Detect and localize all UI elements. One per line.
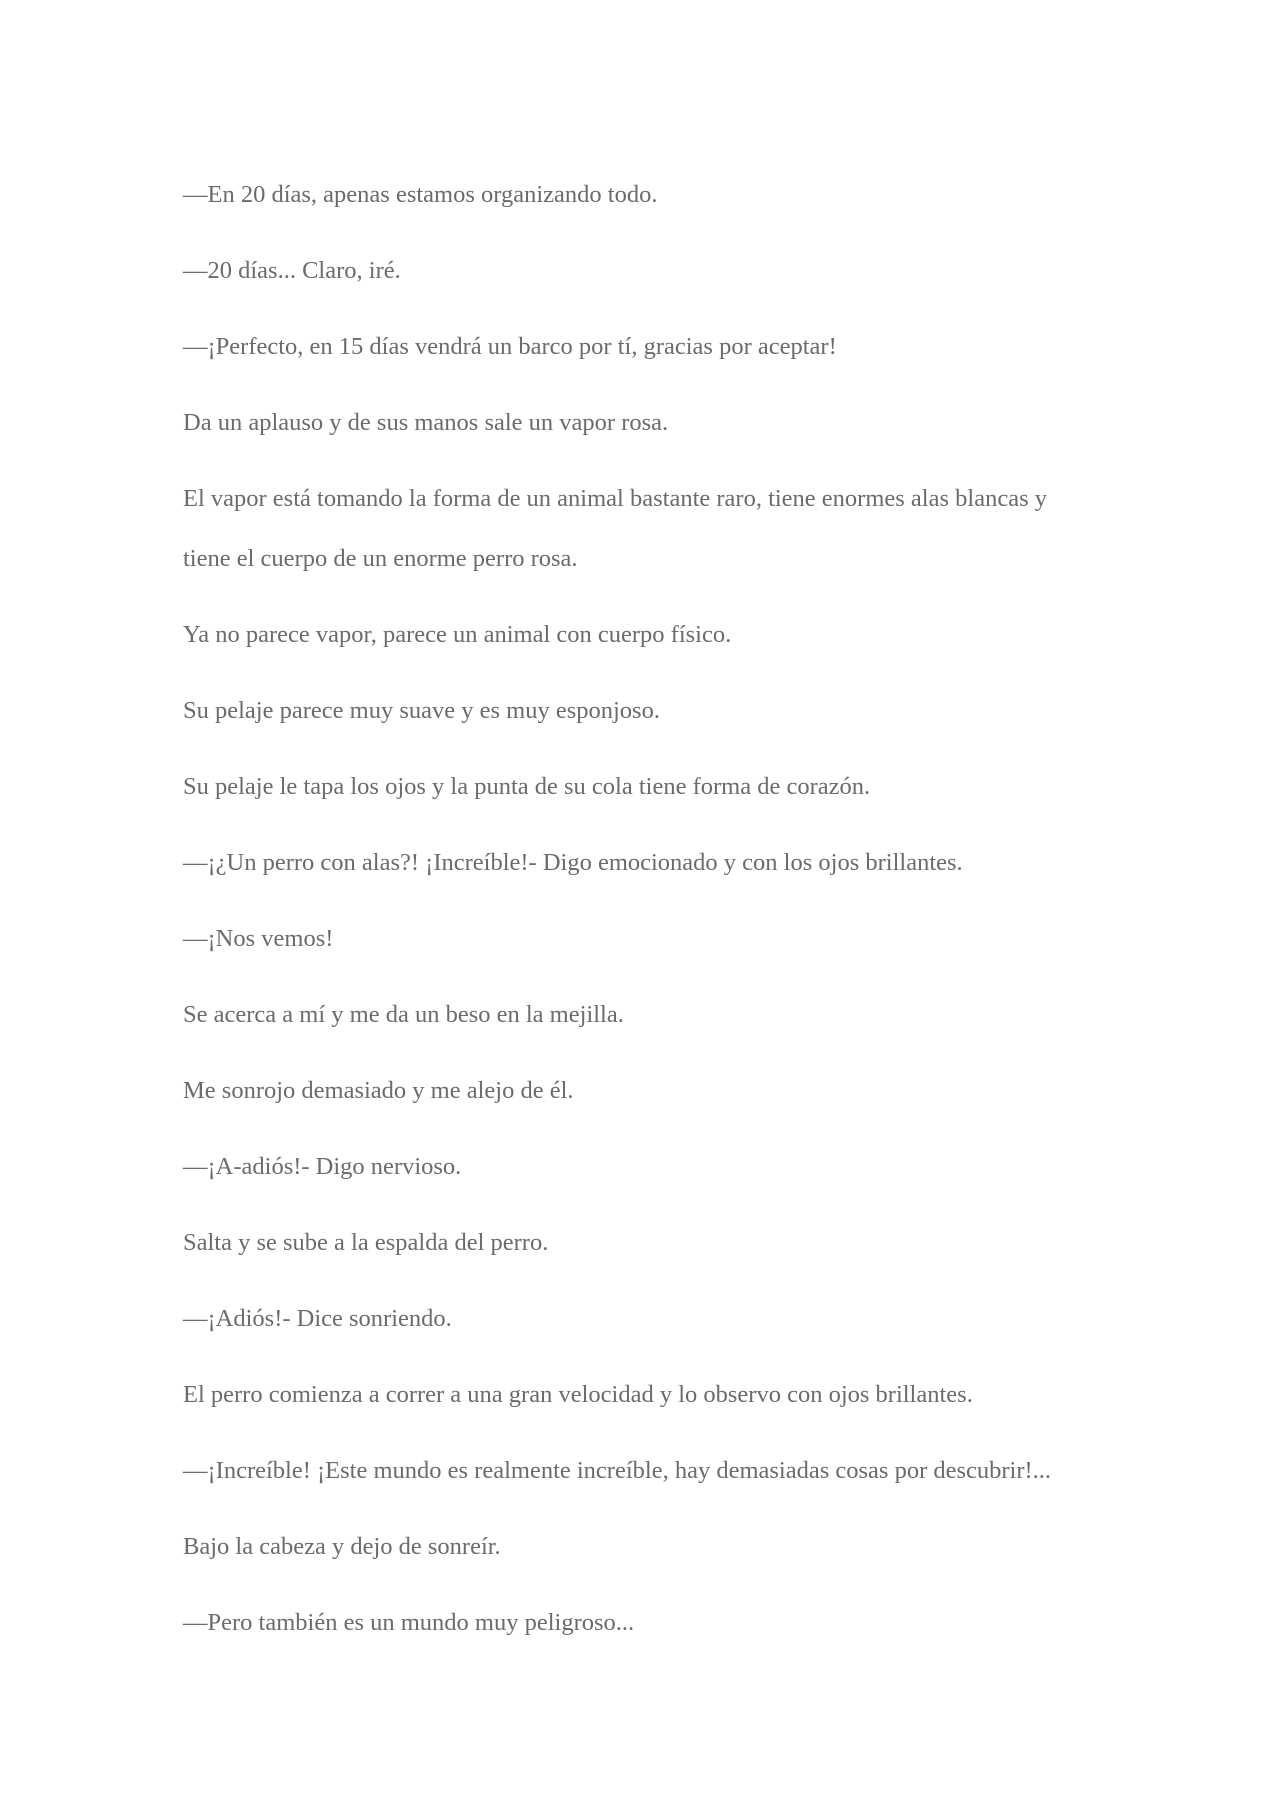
paragraph: —20 días... Claro, iré. — [183, 257, 401, 284]
paragraph-line: El vapor está tomando la forma de un animal bastante raro, tiene enormes alas blancas y — [183, 485, 1047, 512]
paragraph: —¡Nos vemos! — [183, 925, 334, 952]
paragraph: —¡Adiós!- Dice sonriendo. — [183, 1305, 452, 1332]
paragraph: —¡Increíble! ¡Este mundo es realmente increíble, hay demasiadas cosas por descubrir!... — [183, 1457, 1052, 1484]
story-text — [183, 180, 1183, 1684]
paragraph: Se acerca a mí y me da un beso en la mejilla. — [183, 1001, 624, 1028]
paragraph: —En 20 días, apenas estamos organizando todo. — [183, 181, 658, 208]
paragraph: —¡Perfecto, en 15 días vendrá un barco por tí, gracias por aceptar! — [183, 333, 837, 360]
paragraph: —Pero también es un mundo muy peligroso... — [183, 1609, 635, 1636]
paragraph: —¡¿Un perro con alas?! ¡Increíble!- Digo emocionado y con los ojos brillantes. — [183, 849, 963, 876]
paragraph: El perro comienza a correr a una gran velocidad y lo observo con ojos brillantes. — [183, 1381, 973, 1408]
paragraph: Da un aplauso y de sus manos sale un vapor rosa. — [183, 409, 669, 436]
paragraph: Ya no parece vapor, parece un animal con cuerpo físico. — [183, 621, 732, 648]
paragraph: —¡A-adiós!- Digo nervioso. — [183, 1153, 462, 1180]
paragraph: Me sonrojo demasiado y me alejo de él. — [183, 1077, 574, 1104]
paragraph-line: tiene el cuerpo de un enorme perro rosa. — [183, 545, 578, 572]
paragraph: Su pelaje le tapa los ojos y la punta de su cola tiene forma de corazón. — [183, 773, 871, 800]
paragraph — [183, 469, 1183, 589]
paragraph: Bajo la cabeza y dejo de sonreír. — [183, 1533, 501, 1560]
paragraph: Salta y se sube a la espalda del perro. — [183, 1229, 549, 1256]
paragraph: Su pelaje parece muy suave y es muy esponjoso. — [183, 697, 660, 724]
